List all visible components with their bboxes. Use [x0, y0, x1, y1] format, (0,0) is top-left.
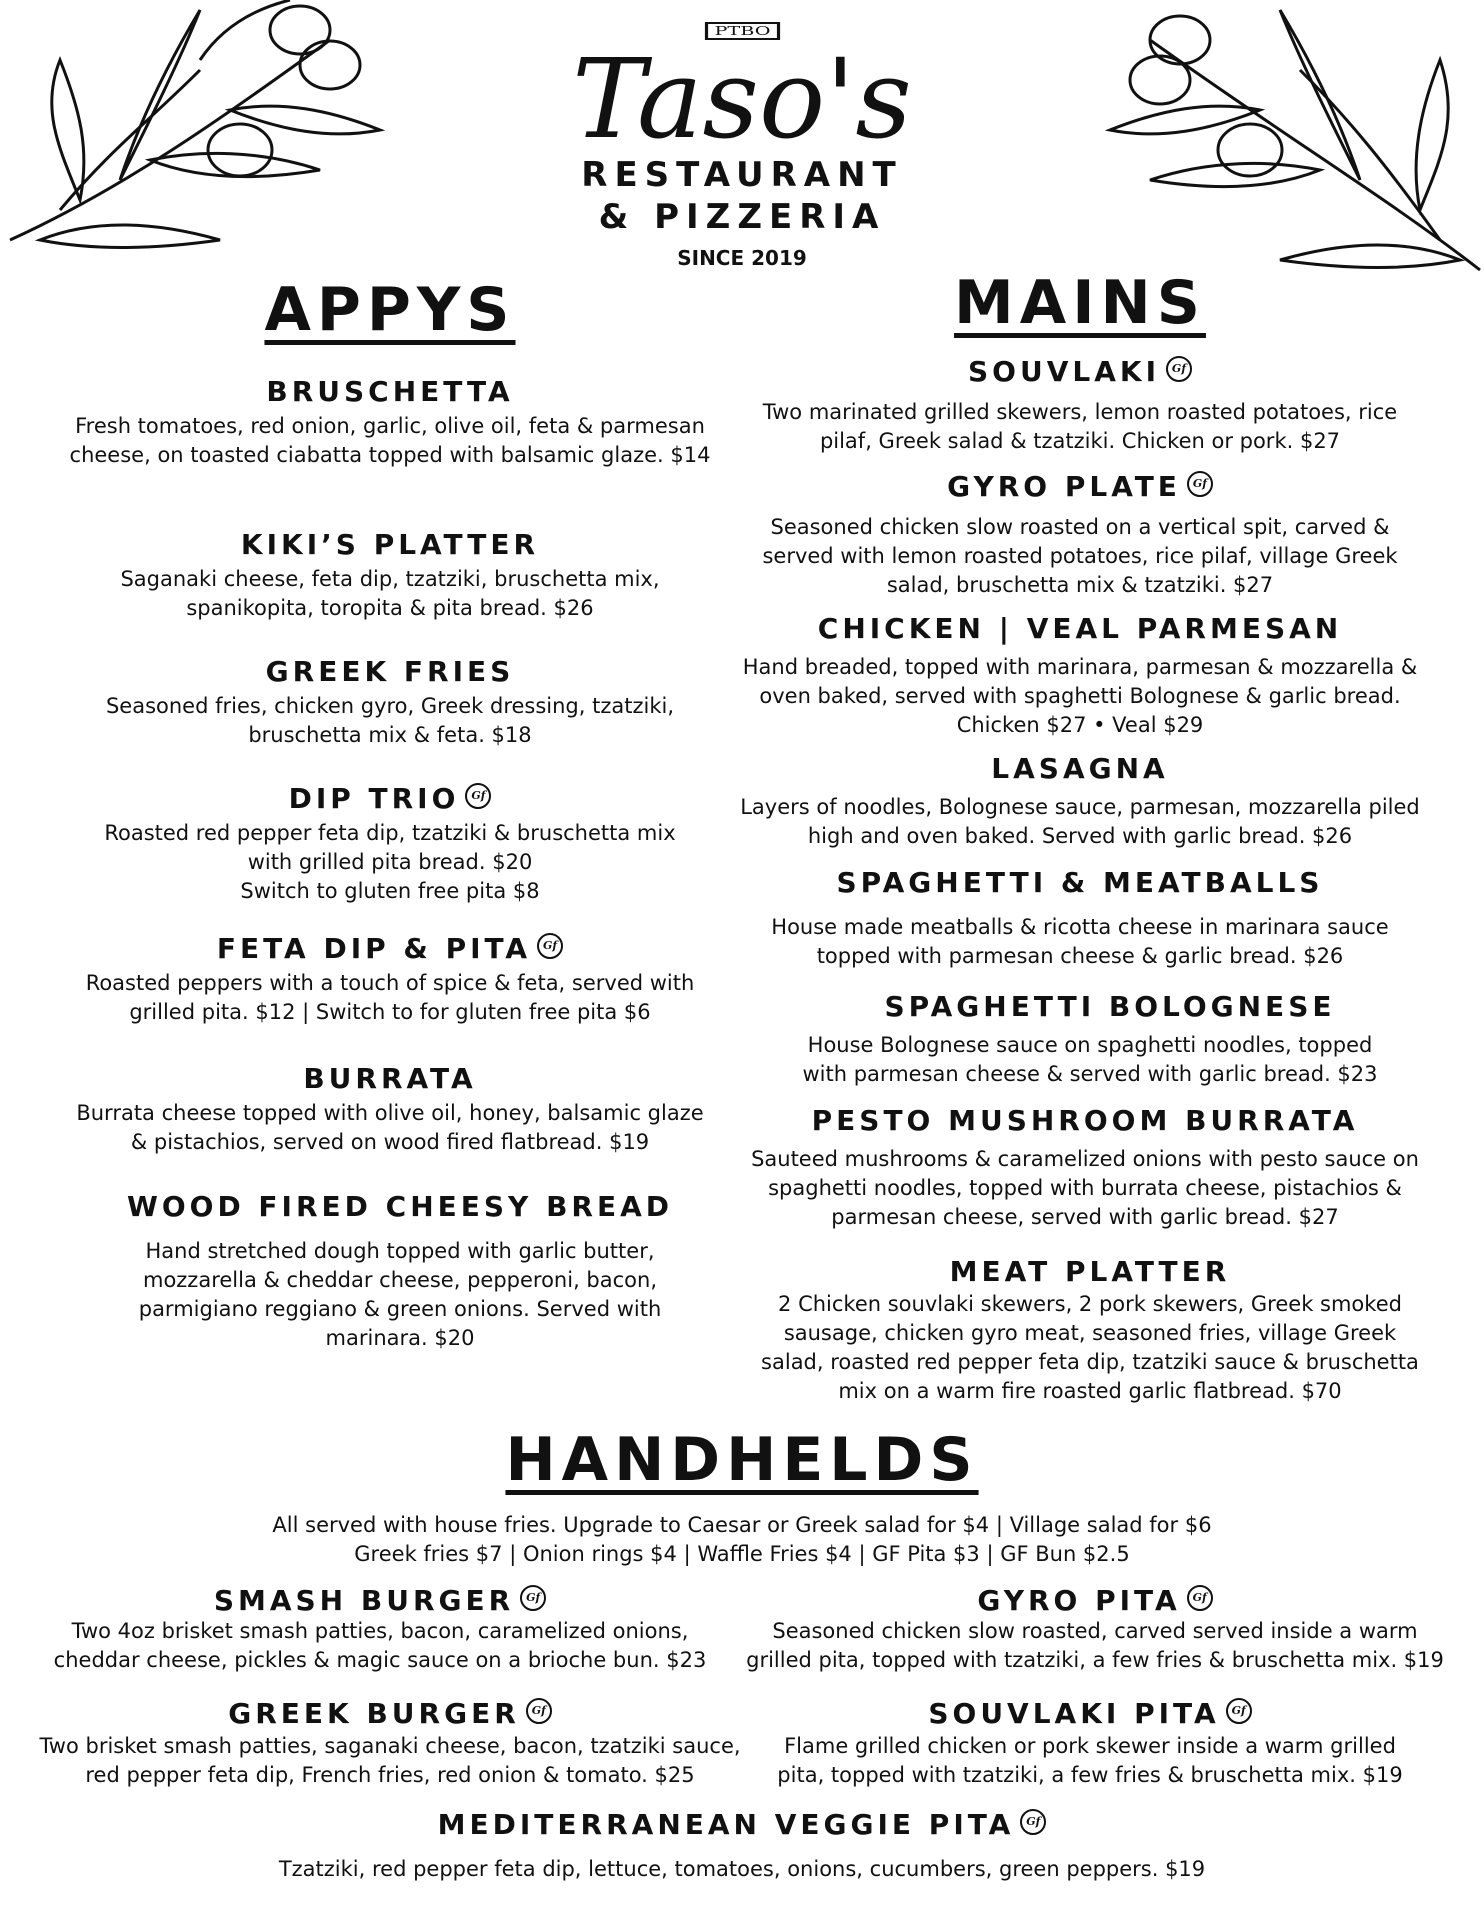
gluten-free-icon: Gf: [537, 933, 563, 959]
item-name: DIP TRIO Gf: [90, 782, 690, 815]
gluten-free-icon: Gf: [1187, 471, 1213, 497]
gluten-free-icon: Gf: [526, 1698, 552, 1724]
item-description: Saganaki cheese, feta dip, tzatziki, bruschetta mix, spanikopita, toropita & pita bread. $26: [120, 567, 660, 620]
item-description: Layers of noodles, Bolognese sauce, parmesan, mozzarella piled high and oven baked. Served with garlic bread. $26: [740, 795, 1420, 848]
handhelds-section: [0, 1425, 1484, 1569]
menu-item: [20, 1697, 760, 1790]
logo-monogram: PTBO: [704, 22, 779, 40]
menu-item: [50, 1584, 710, 1675]
item-description: Two marinated grilled skewers, lemon roasted potatoes, rice pilaf, Greek salad & tzatziki. Chicken or pork. $27: [762, 400, 1398, 453]
item-description: Flame grilled chicken or pork skewer inside a warm grilled pita, topped with tzatziki, a few fries & bruschetta mix. $19: [777, 1734, 1403, 1787]
item-name: KIKI’S PLATTER: [240, 528, 540, 561]
item-name: SOUVLAKI Gf: [760, 355, 1400, 388]
menu-item: [760, 1255, 1420, 1406]
item-description: House Bolognese sauce on spaghetti noodles, topped with parmesan cheese & served with garlic bread. $23: [802, 1033, 1378, 1086]
menu-item: [120, 1190, 680, 1353]
handhelds-title: HANDHELDS: [505, 1425, 979, 1495]
item-name: BRUSCHETTA: [266, 375, 514, 408]
menu-item: [790, 990, 1430, 1089]
menu-item: [770, 1697, 1410, 1790]
since-label: SINCE 2019: [677, 246, 807, 270]
mains-section: [750, 268, 1410, 338]
menu-item: [760, 355, 1400, 456]
item-name: GYRO PLATE Gf: [735, 470, 1425, 503]
menu-item: [60, 932, 720, 1027]
item-name: MEAT PLATTER: [949, 1255, 1231, 1288]
item-description-extra: Switch to gluten free pita $8: [240, 879, 540, 903]
item-name: PESTO MUSHROOM BURRATA: [811, 1104, 1359, 1137]
item-description: Two brisket smash patties, saganaki cheese, bacon, tzatziki sauce, red pepper feta dip, French fries, red onion & tomato. $25: [39, 1734, 741, 1787]
menu-item: [730, 752, 1430, 851]
menu-item: [90, 528, 690, 623]
olive-branch-left-illustration: [0, 0, 470, 270]
restaurant-name: Taso's: [572, 35, 912, 163]
appys-section: [40, 275, 740, 345]
gluten-free-icon: Gf: [1020, 1809, 1046, 1835]
menu-item: [70, 1062, 710, 1157]
menu-item: [60, 655, 720, 750]
handhelds-note: All served with house fries. Upgrade to Caesar or Greek salad for $4 | Village salad for $6: [272, 1513, 1212, 1537]
item-description: Roasted red pepper feta dip, tzatziki & bruschetta mix with grilled pita bread. $20: [104, 821, 676, 874]
item-name: WOOD FIRED CHEESY BREAD: [126, 1190, 674, 1223]
gluten-free-icon: Gf: [520, 1585, 546, 1611]
restaurant-logo: [542, 20, 942, 270]
handhelds-sides-note: Greek fries $7 | Onion rings $4 | Waffle Fries $4 | GF Pita $3 | GF Bun $2.5: [354, 1542, 1130, 1566]
restaurant-subtitle-line2: & PIZZERIA: [598, 197, 886, 237]
menu-item: [735, 612, 1425, 740]
menu-item: [60, 375, 720, 470]
item-description: House made meatballs & ricotta cheese in marinara sauce topped with parmesan cheese & garlic bread. $26: [771, 915, 1389, 968]
restaurant-subtitle-line1: RESTAURANT: [581, 155, 903, 195]
item-description: Hand stretched dough topped with garlic butter, mozzarella & cheddar cheese, pepperoni, bacon, parmigiano reggiano & green onions. Served with marinara. $20: [138, 1239, 662, 1350]
item-description: Burrata cheese topped with olive oil, honey, balsamic glaze & pistachios, served on wood fired flatbread. $19: [76, 1101, 704, 1154]
item-name: CHICKEN | VEAL PARMESAN: [817, 612, 1343, 645]
item-name: SPAGHETTI & MEATBALLS: [836, 866, 1324, 899]
item-name: SPAGHETTI BOLOGNESE: [884, 990, 1336, 1023]
item-description: Seasoned fries, chicken gyro, Greek dressing, tzatziki, bruschetta mix & feta. $18: [105, 694, 675, 747]
item-description: Seasoned chicken slow roasted on a vertical spit, carved & served with lemon roasted potatoes, rice pilaf, village Greek salad, bruschetta mix & tzatziki. $27: [762, 515, 1398, 597]
item-description: Roasted peppers with a touch of spice & feta, served with grilled pita. $12 | Switch to for gluten free pita $6: [85, 971, 695, 1024]
item-name: SOUVLAKI PITA Gf: [770, 1697, 1410, 1730]
gluten-free-icon: Gf: [1226, 1698, 1252, 1724]
menu-item: [90, 782, 690, 906]
item-name: FETA DIP & PITA Gf: [60, 932, 720, 965]
gluten-free-icon: Gf: [465, 783, 491, 809]
item-description: Two 4oz brisket smash patties, bacon, caramelized onions, cheddar cheese, pickles & magic sauce on a brioche bun. $23: [53, 1619, 707, 1672]
mains-title: MAINS: [954, 268, 1206, 338]
item-description: Seasoned chicken slow roasted, carved served inside a warm grilled pita, topped with tzatziki, a few fries & bruschetta mix. $19: [746, 1619, 1444, 1672]
item-description: Hand breaded, topped with marinara, parmesan & mozzarella & oven baked, served with spaghetti Bolognese & garlic bread.: [742, 655, 1418, 708]
gluten-free-icon: Gf: [1166, 356, 1192, 382]
appys-title: APPYS: [264, 275, 516, 345]
item-description: Sauteed mushrooms & caramelized onions with pesto sauce on spaghetti noodles, topped with burrata cheese, pistachios & parmesan cheese, served with garlic bread. $27: [751, 1147, 1419, 1229]
item-name: GYRO PITA Gf: [745, 1584, 1445, 1617]
item-name: GREEK FRIES: [265, 655, 515, 688]
item-description-extra: Chicken $27 • Veal $29: [956, 713, 1204, 737]
olive-branch-right-illustration: [1060, 0, 1484, 290]
item-description: 2 Chicken souvlaki skewers, 2 pork skewers, Greek smoked sausage, chicken gyro meat, seasoned fries, village Greek salad, roasted red pepper feta dip, tzatziki sauce & bruschetta mix on a warm fire roasted garlic flatbread. $70: [761, 1292, 1419, 1403]
item-name: LASAGNA: [991, 752, 1169, 785]
item-description: Fresh tomatoes, red onion, garlic, olive oil, feta & parmesan cheese, on toasted ciabatta topped with balsamic glaze. $14: [69, 414, 711, 467]
menu-item: [735, 470, 1425, 600]
gluten-free-icon: Gf: [1187, 1585, 1213, 1611]
item-name: MEDITERRANEAN VEGGIE PITA Gf: [150, 1808, 1334, 1841]
item-description: Tzatziki, red pepper feta dip, lettuce, tomatoes, onions, cucumbers, green peppers. $19: [278, 1857, 1206, 1881]
item-name: SMASH BURGER Gf: [50, 1584, 710, 1617]
item-name: GREEK BURGER Gf: [20, 1697, 760, 1730]
menu-item: [740, 1104, 1430, 1232]
menu-item: [745, 1584, 1445, 1675]
menu-item: [760, 866, 1400, 971]
menu-item: [150, 1808, 1334, 1884]
item-name: BURRATA: [303, 1062, 477, 1095]
